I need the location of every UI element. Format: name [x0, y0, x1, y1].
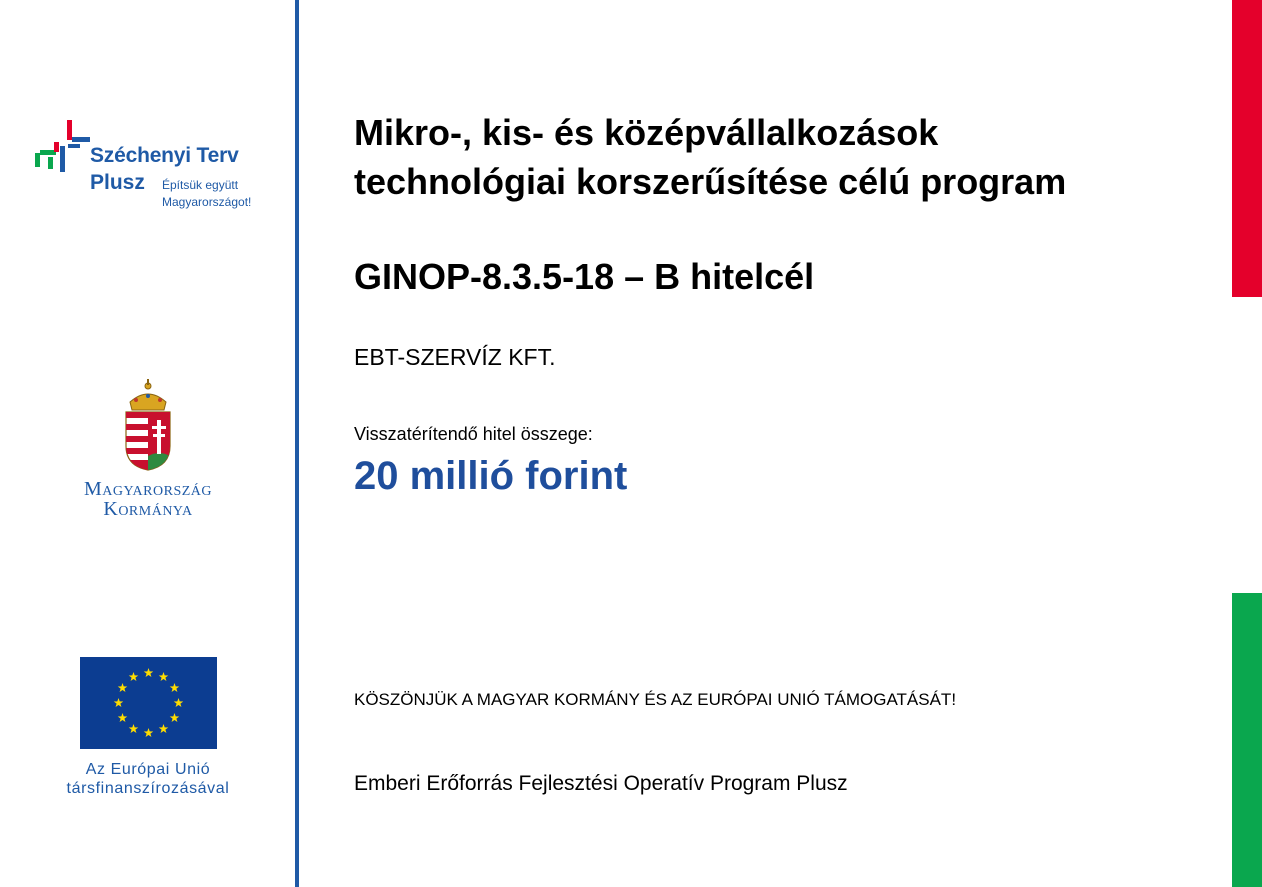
program-title-line-1: Mikro-, kis- és középvállalkozások: [354, 112, 939, 153]
eu-cofinancing-line-2: társfinanszírozásával: [66, 780, 230, 797]
szechenyi-cross-icon: [34, 120, 90, 176]
szechenyi-terv-logo: [34, 120, 274, 220]
eu-cofinancing-line-1: Az Európai Unió: [85, 761, 211, 778]
hungarian-coat-of-arms-icon: [122, 376, 174, 472]
government-name-line-1: Magyarország: [83, 478, 213, 500]
beneficiary-company: EBT-SZERVÍZ KFT.: [354, 344, 556, 370]
szechenyi-tagline-1: Építsük együtt: [162, 178, 239, 192]
szechenyi-title: Széchenyi Terv: [90, 144, 239, 167]
eu-flag-icon: [80, 657, 217, 749]
program-title-line-2: technológiai korszerűsítése célú program: [354, 161, 1067, 202]
flag-stripe-green: [1232, 593, 1262, 887]
loan-amount: 20 millió forint: [354, 454, 628, 498]
thanks-message: KÖSZÖNJÜK A MAGYAR KORMÁNY ÉS AZ EURÓPAI UNIÓ TÁMOGATÁSÁT!: [354, 690, 957, 709]
loan-amount-label: Visszatérítendő hitel összege:: [354, 424, 593, 444]
program-title: [354, 108, 1224, 206]
logo-sidebar: [0, 0, 296, 887]
operative-program-name: Emberi Erőforrás Fejlesztési Operatív Program Plusz: [354, 772, 848, 795]
szechenyi-tagline-2: Magyarországot!: [162, 195, 252, 209]
szechenyi-plusz: Plusz: [90, 171, 145, 194]
flag-stripe-red: [1232, 0, 1262, 297]
government-name-line-2: Kormánya: [103, 498, 193, 520]
program-code: GINOP-8.3.5-18 – B hitelcél: [354, 256, 815, 297]
main-content: [354, 0, 1224, 887]
vertical-divider: [295, 0, 299, 887]
